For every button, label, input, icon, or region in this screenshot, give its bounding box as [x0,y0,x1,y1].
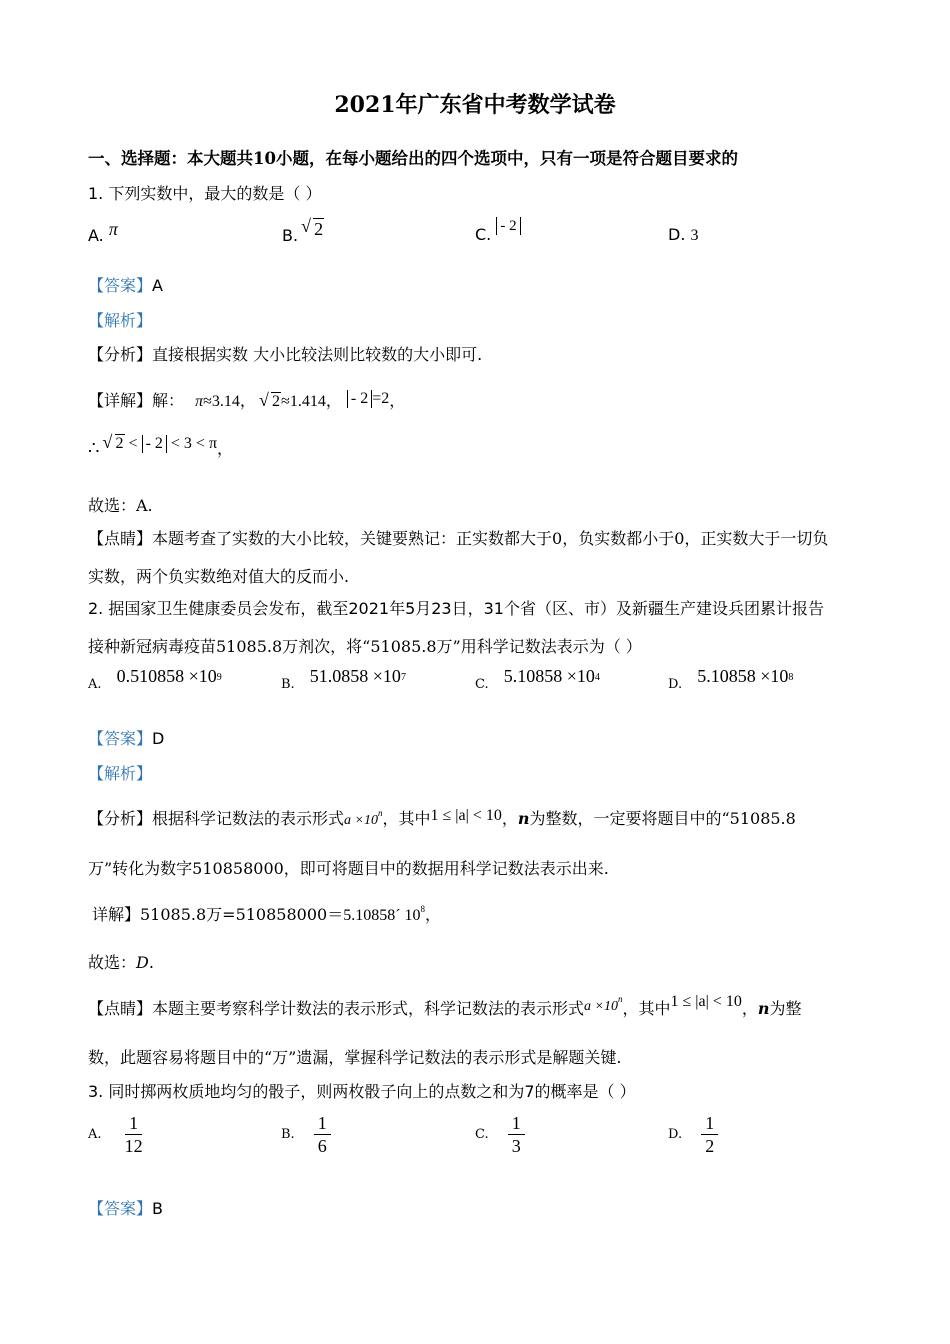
fraction [314,1112,331,1157]
q3-option-d [668,1112,718,1157]
q3-answer [88,1196,163,1219]
q3-option-a [88,1112,147,1157]
fraction [701,1112,718,1157]
sci-notation-exponent: 8 [420,904,426,914]
dianjing-text: 本题主要考察科学计数法的表示形式，科学记数法的表示形式 [152,999,585,1018]
guxuan-answer: D [136,953,149,972]
option-label: A. [88,677,102,692]
fenxi-text: 根据科学记数法的表示形式 [152,809,345,828]
q2-option-b [281,666,406,693]
answer-value: A [152,276,163,295]
separator: ， [425,905,442,924]
answer-tag: 【答案】 [88,276,153,295]
q1-inequality [88,436,233,459]
dianjing-text: 为整 [769,999,802,1018]
xiangjie-prefix: 解： [152,391,185,410]
numerator: 1 [701,1112,718,1135]
q3-stem: 3. 同时掷两枚质地均匀的骰子，则两枚骰子向上的点数之和为7的概率是（ ） [88,1082,636,1101]
dianjing-text: ，其中 [622,999,671,1018]
q1-option-a [88,219,118,246]
separator: ， [389,391,406,410]
option-label: D. [668,677,683,692]
fenxi-text: 直接根据实数 大小比较法则比较数的大小即可. [152,345,483,364]
q1-fenxi [88,342,482,365]
option-label: B. [282,226,299,245]
numerator: 1 [314,1112,331,1135]
option-label: B. [281,677,295,692]
q2-stem-2: 接种新冠病毒疫苗51085.8万剂次，将“51085.8万”用科学记数法表示为（ ） [88,637,642,656]
option-label: D. [668,1127,683,1142]
q2-fenxi-2: 万”转化为数字510858000，即可将题目中的数据用科学记数法表示出来. [88,859,609,878]
q2-answer [88,726,164,749]
dianjing-text: 本题考查了实数的大小比较，关键要熟记：正实数都大于0，负实数都小于0，正实数大于一切负 [152,529,829,548]
fraction [508,1112,525,1157]
fenxi-tag: 【分析】 [88,809,153,828]
sci-notation-exponent: n [377,808,383,818]
guxuan-text: 故选： [88,953,137,972]
option-value: 2 [314,219,324,239]
option-value: - 2 [496,217,520,235]
less-than: < [124,435,142,452]
dianjing-tag: 【点睛】 [88,529,153,548]
separator: ， [325,391,342,410]
q2-guxuan [88,950,154,973]
fenxi-text: ，其中 [382,809,431,828]
option-label: C. [475,677,489,692]
xiangjie-text: 详解】51085.8万=510858000＝ [92,905,344,924]
option-label: D. [668,225,686,244]
option-exponent: 9 [216,672,222,683]
option-exponent: 4 [594,672,600,683]
range-expression: 1 ≤ |a| < 10 [670,993,742,1010]
q2-stem-1: 2. 据国家卫生健康委员会发布，截至2021年5月23日，31个省（区、市）及新疆生产建设兵团累计报告 [88,599,824,618]
denominator: 2 [705,1136,715,1156]
q1-analysis-tag: 【解析】 [88,311,153,330]
fenxi-tag: 【分析】 [88,345,153,364]
answer-value: B [152,1199,163,1218]
dianjing-tag: 【点睛】 [88,999,153,1018]
denominator: 3 [511,1136,521,1156]
option-base: 0.510858 ×10 [116,666,217,686]
separator: ， [239,391,256,410]
option-value: π [108,219,118,239]
separator: ， [501,809,518,828]
q2-dianjing-2: 数，此题容易将题目中的“万”遗漏，掌握科学记数法的表示形式是解题关键. [88,1048,622,1067]
q1-dianjing-1 [88,526,828,549]
separator: ， [741,999,758,1018]
sqrt-approx: ≈1.414 [281,393,326,410]
option-label: A. [88,226,104,245]
option-label: C. [475,225,492,244]
sci-notation-form: a ×10 [584,999,618,1014]
variable-n: n [517,809,530,828]
range-expression: 1 ≤ |a| < 10 [430,807,502,824]
q1-answer [88,273,163,296]
q3-option-b [281,1112,331,1157]
denominator: 12 [124,1136,143,1156]
abs-expression: - 2 [142,435,167,453]
option-exponent: 8 [788,672,794,683]
q1-option-b [282,219,324,246]
option-value: 3 [690,227,699,244]
denominator: 6 [317,1136,327,1156]
inequality-rest: < 3 < π [166,435,218,452]
variable-n: n [757,999,770,1018]
fraction [121,1112,147,1157]
answer-tag: 【答案】 [88,729,153,748]
section-heading: 一、选择题：本大题共10小题，在每小题给出的四个选项中，只有一项是符合题目要求的 [88,149,738,168]
q1-stem: 1. 下列实数中，最大的数是（ ） [88,184,322,203]
pi-symbol: π [195,393,204,410]
q2-option-a [88,666,222,693]
q1-guxuan: 故选：A. [88,496,153,515]
q1-dianjing-2: 实数，两个负实数绝对值大的反而小. [88,567,350,586]
q3-option-c [475,1112,525,1157]
sci-notation-form: a ×10 [344,813,378,828]
q1-option-d [668,225,699,245]
sqrt-expression [105,435,125,453]
sci-notation-result: 5.10858´ 10 [343,907,421,924]
option-label: C. [475,1127,489,1142]
separator: . [148,953,154,972]
q1-option-c [475,218,521,245]
sqrt-value: 2 [272,393,281,410]
option-base: 51.0858 ×10 [309,666,401,686]
answer-tag: 【答案】 [88,1199,153,1218]
therefore-symbol: ∴ [88,438,100,459]
numerator: 1 [508,1112,525,1135]
option-base: 5.10858 ×10 [697,666,789,686]
q2-analysis-tag: 【解析】 [88,764,153,783]
sci-notation-exponent: n [617,994,623,1004]
q2-dianjing-1 [88,993,802,1019]
q2-xiangjie [88,902,441,925]
answer-value: D [152,729,165,748]
option-label: A. [88,1127,102,1142]
separator: ， [217,439,234,458]
sqrt-expression [303,219,324,240]
abs-expression: - 2 [347,390,372,408]
sqrt-expression [261,393,281,411]
q2-option-d [668,666,794,693]
option-label: B. [281,1127,295,1142]
q2-fenxi-1 [88,806,796,829]
xiangjie-tag: 【详解】 [88,391,153,410]
q1-xiangjie [88,388,405,411]
option-exponent: 7 [400,672,406,683]
pi-approx: ≈3.14 [203,393,240,410]
abs-value: =2 [372,390,390,407]
page-title: 2021年广东省中考数学试卷 [334,92,616,118]
q2-option-c [475,666,600,693]
fenxi-text: 为整数，一定要将题目中的“51085.8 [529,809,796,828]
numerator: 1 [125,1112,142,1135]
option-base: 5.10858 ×10 [503,666,595,686]
sqrt-value: 2 [115,435,124,452]
